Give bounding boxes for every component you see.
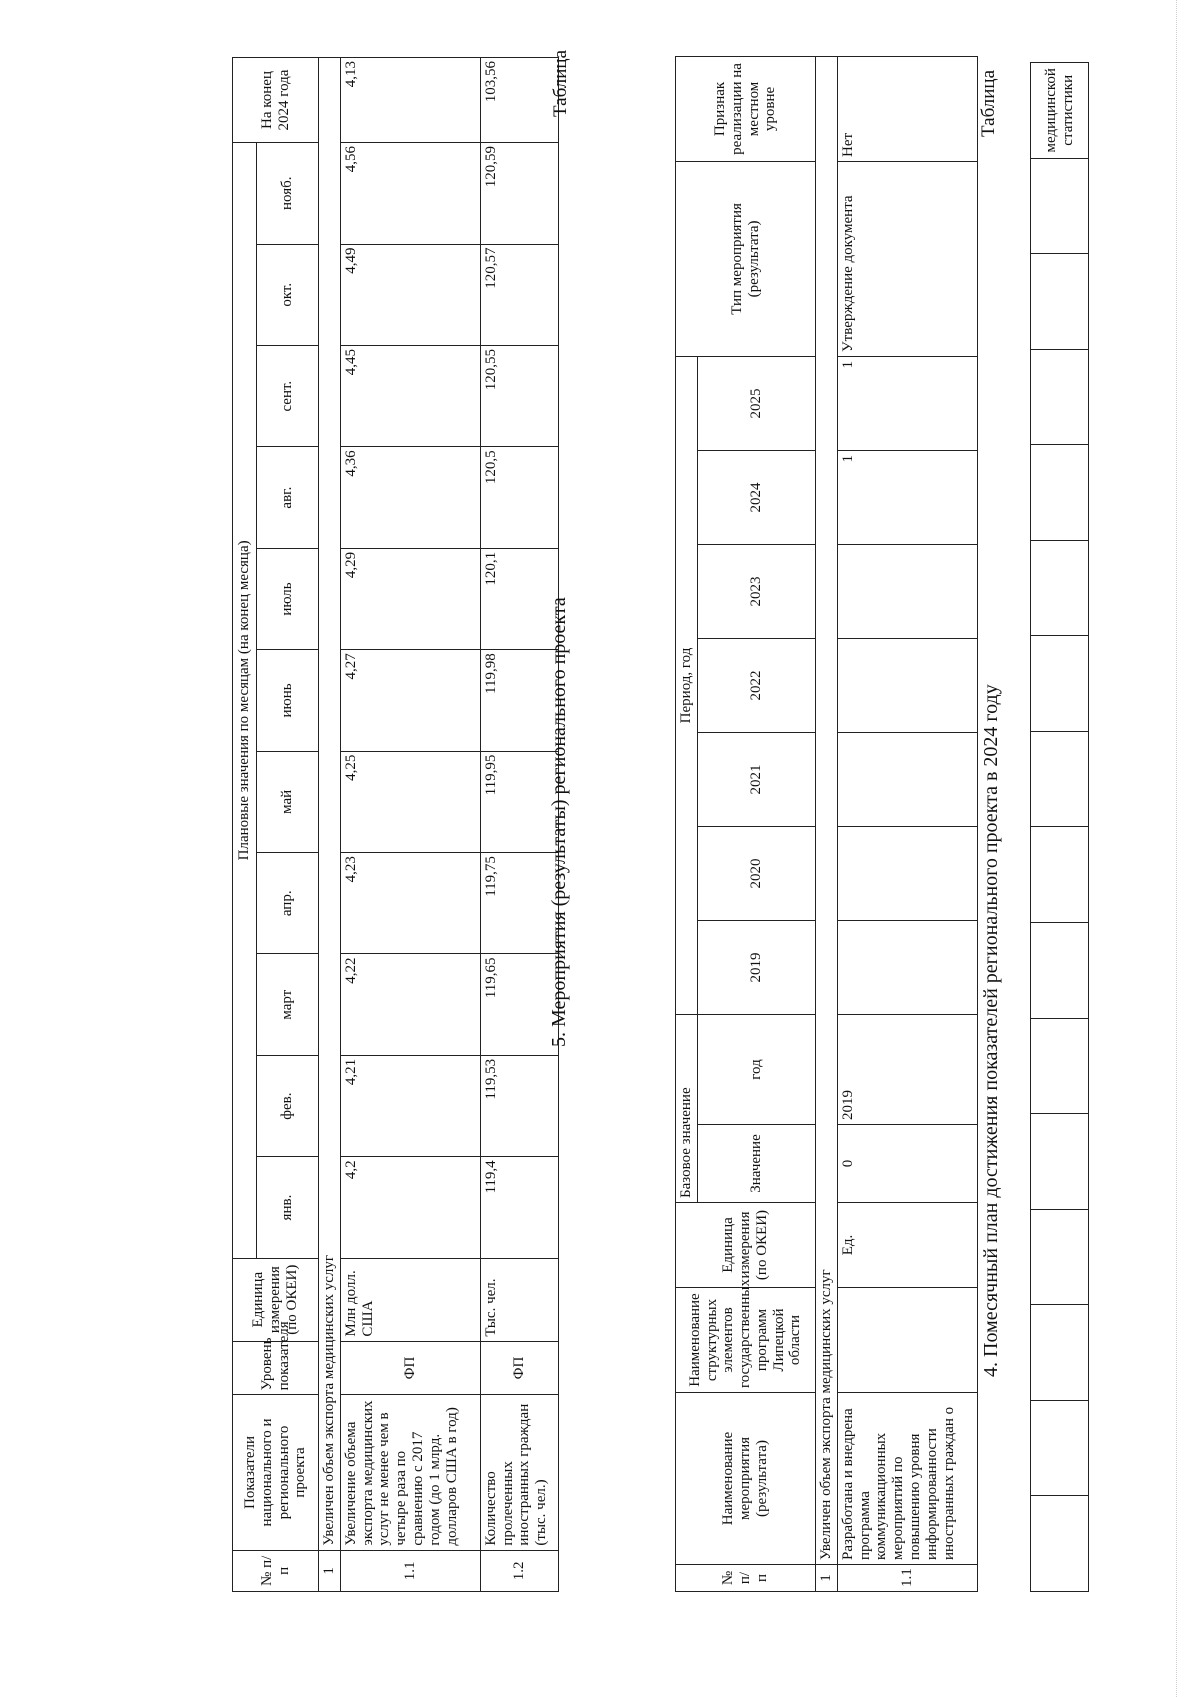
row-unit: Млн долл. США	[340, 1258, 480, 1341]
row-num: 1.1	[340, 1550, 480, 1591]
row-value: 119,65	[480, 954, 558, 1055]
stub-cell	[1031, 1305, 1089, 1401]
section5-table-label: Таблица	[550, 49, 571, 117]
row-value: 4,27	[340, 650, 480, 751]
table-row	[340, 58, 480, 1592]
header-year: 2021	[698, 732, 816, 826]
group-row	[816, 56, 838, 1591]
row-struct	[837, 1288, 977, 1393]
row-value: 120,57	[480, 244, 558, 345]
row-unit: Ед.	[837, 1203, 977, 1288]
stub-cell	[1031, 1018, 1089, 1114]
stub-cell	[1031, 158, 1089, 254]
row-value: 119,98	[480, 650, 558, 751]
header-name: Наименование мероприятия (результата)	[676, 1393, 816, 1565]
row-year-value	[837, 544, 977, 638]
row-local: Нет	[837, 56, 977, 161]
group-num: 1	[319, 1550, 341, 1591]
row-value: 120,1	[480, 548, 558, 649]
header-unit: Единица измерения (по ОКЕИ)	[233, 1258, 319, 1341]
header-month: июль	[257, 548, 319, 649]
row-value: 4,23	[340, 853, 480, 954]
header-period: Период, год	[676, 356, 698, 1014]
stub-cell	[1031, 731, 1089, 827]
header-year: 2023	[698, 544, 816, 638]
header-month: авг.	[257, 447, 319, 548]
stub-cell	[1031, 636, 1089, 732]
header-year: 2022	[698, 638, 816, 732]
row-name: Количество пролеченных иностранных граждан (тыс. чел.)	[480, 1395, 558, 1550]
row-value: 120,59	[480, 142, 558, 244]
header-base: Базовое значение	[676, 1014, 698, 1202]
header-month: июнь	[257, 650, 319, 751]
group-text: Увеличен объем экспорта медицинских услуг	[319, 58, 341, 1551]
row-value: 120,5	[480, 447, 558, 548]
table-row	[837, 56, 977, 1591]
row-value: 4,49	[340, 244, 480, 345]
header-year: 2025	[698, 356, 816, 450]
row-year-value: 1	[837, 356, 977, 450]
group-num: 1	[816, 1565, 838, 1592]
header-month: фев.	[257, 1055, 319, 1156]
row-value: 4,22	[340, 954, 480, 1055]
row-value: 4,36	[340, 447, 480, 548]
header-month: нояб.	[257, 142, 319, 244]
row-value: 119,53	[480, 1055, 558, 1156]
group-text: Увеличен объем экспорта медицинских услуг	[816, 56, 838, 1564]
header-month: май	[257, 751, 319, 852]
header-struct: Наименование структурных элементов государственных программ Липецкой области	[676, 1288, 816, 1393]
header-month: апр.	[257, 853, 319, 954]
header-num: № п/п	[676, 1565, 816, 1592]
row-num: 1.2	[480, 1550, 558, 1591]
stub-cell	[1031, 254, 1089, 350]
row-year-value	[837, 732, 977, 826]
header-indicator: Показатели национального и регионального проекта	[233, 1395, 319, 1550]
header-plan: Плановые значения по месяцам (на конец месяца)	[233, 142, 257, 1258]
row-value: 4,56	[340, 142, 480, 244]
row-value: 4,25	[340, 751, 480, 852]
header-month: окт.	[257, 244, 319, 345]
row-base-year: 2019	[837, 1014, 977, 1124]
stub-cell	[1031, 1496, 1089, 1592]
row-value: 4,21	[340, 1055, 480, 1156]
row-value: 4,2	[340, 1157, 480, 1258]
row-year-value	[837, 638, 977, 732]
header-end: На конец 2024 года	[233, 58, 319, 143]
row-value: 119,4	[480, 1157, 558, 1258]
header-month: март	[257, 954, 319, 1055]
row-year-value	[837, 920, 977, 1014]
header-year: 2020	[698, 826, 816, 920]
stub-cell	[1031, 1114, 1089, 1210]
row-level: ФП	[340, 1341, 480, 1395]
activities-table	[675, 56, 978, 1592]
row-year-value	[837, 826, 977, 920]
row-name: Увеличение объема экспорта медицинских услуг не менее чем в четыре раза по сравнению с 2017 годом (до 1 млрд. долларов США в год)	[340, 1395, 480, 1550]
row-year-value: 1	[837, 450, 977, 544]
stub-cell	[1031, 540, 1089, 636]
header-unit: Единица измерения (по ОКЕИ)	[676, 1203, 816, 1288]
row-value: 119,95	[480, 751, 558, 852]
indicators-monthly-table	[232, 57, 559, 1592]
row-level: ФП	[480, 1341, 558, 1395]
row-value: 119,75	[480, 853, 558, 954]
header-type: Тип мероприятия (результата)	[676, 161, 816, 356]
row-value: 120,55	[480, 345, 558, 446]
header-base-value: Значение	[698, 1125, 816, 1203]
group-row	[319, 58, 341, 1592]
row-num: 1.1	[837, 1565, 977, 1592]
header-month: сент.	[257, 345, 319, 446]
row-value: 4,45	[340, 345, 480, 446]
stub-last-cell: медицинской статистики	[1031, 63, 1089, 159]
scan-edge	[1176, 0, 1177, 1697]
row-end: 4,13	[340, 58, 480, 143]
section4-title: 4. Помесячный план достижения показателей регионального проекта в 2024 году	[980, 684, 1002, 1377]
row-base-value: 0	[837, 1125, 977, 1203]
previous-table-fragment	[1030, 62, 1089, 1592]
header-year: 2019	[698, 920, 816, 1014]
section5-title: 5. Мероприятия (результаты) регионального проекта	[548, 597, 570, 1047]
table-row	[480, 58, 558, 1592]
stub-cell	[1031, 445, 1089, 541]
row-name: Разработана и внедрена программа коммуникационных мероприятий по повышению уровня информированности иностранных граждан о	[837, 1393, 977, 1565]
row-end: 103,56	[480, 58, 558, 143]
header-base-year: год	[698, 1014, 816, 1124]
row-value: 4,29	[340, 548, 480, 649]
stub-cell	[1031, 1400, 1089, 1496]
header-month: янв.	[257, 1157, 319, 1258]
row-unit: Тыс. чел.	[480, 1258, 558, 1341]
stub-cell	[1031, 923, 1089, 1019]
stub-cell	[1031, 349, 1089, 445]
row-type: Утверждение документа	[837, 161, 977, 356]
header-year: 2024	[698, 450, 816, 544]
section4-table-label: Таблица	[978, 69, 999, 137]
stub-cell	[1031, 1209, 1089, 1305]
stub-cell	[1031, 827, 1089, 923]
header-level: Уровень показателя	[233, 1341, 319, 1395]
header-num: № п/п	[233, 1550, 319, 1591]
header-local: Признак реализации на местном уровне	[676, 56, 816, 161]
